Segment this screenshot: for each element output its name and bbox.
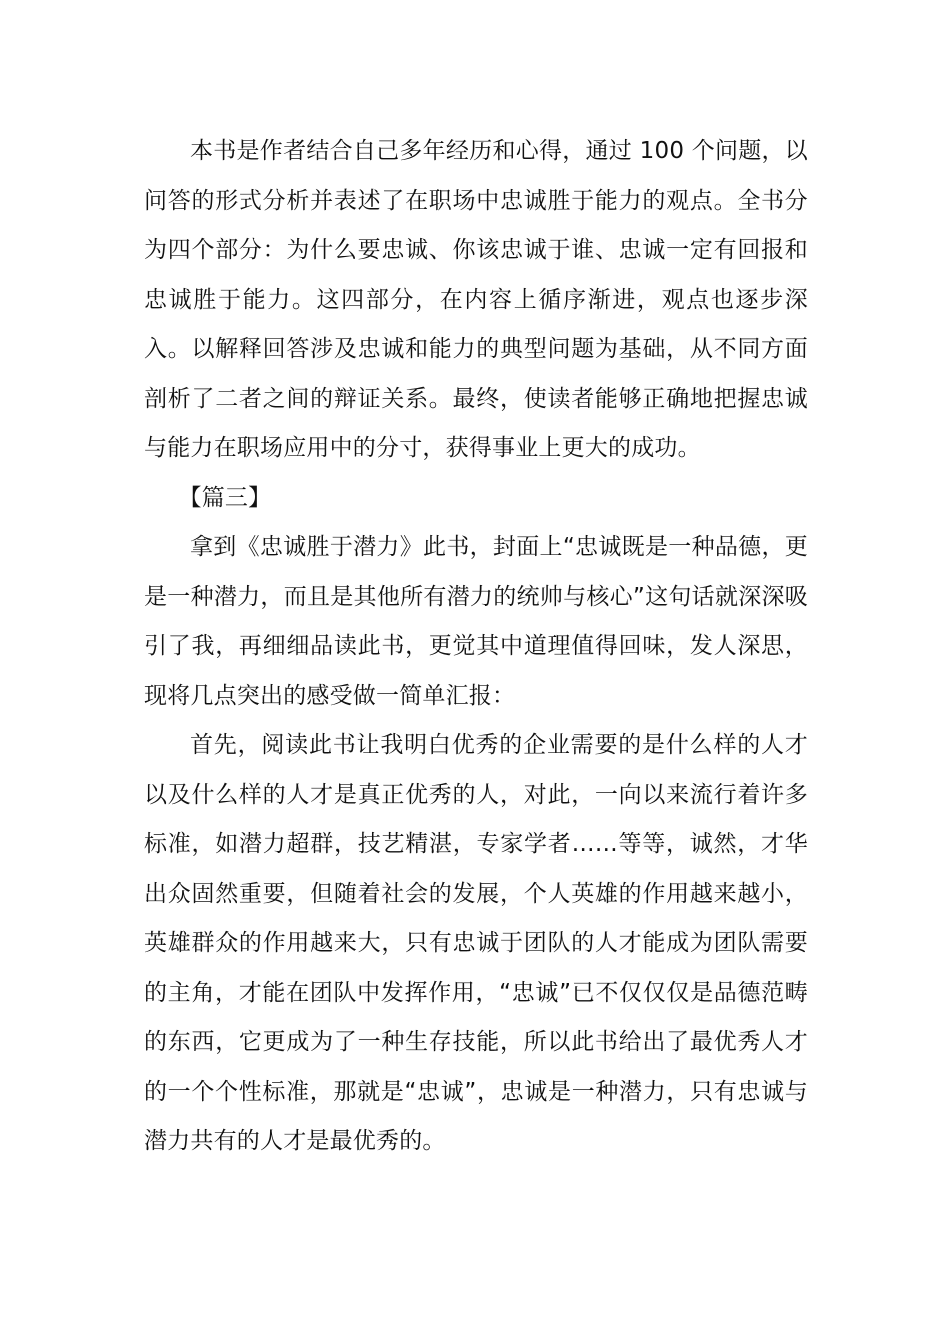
paragraph-first-point: 首先，阅读此书让我明白优秀的企业需要的是什么样的人才以及什么样的人才是真正优秀的人，对此，一向以来流行着许多标准，如潜力超群，技艺精湛，专家学者……等等，诚然，才华出众固然重要，但随着社会的发展，个人英雄的作用越来越小，英雄群众的作用越来大，只有忠诚于团队的人才能成为团队需要的主角，才能在团队中发挥作用，“忠诚”已不仅仅仅是品德范畴的东西，它更成为了一种生存技能，所以此书给出了最优秀人才的一个个性标准，那就是“忠诚”，忠诚是一种潜力，只有忠诚与潜力共有的人才是最优秀的。 [144, 732, 808, 1154]
section-heading: 【篇三】 [178, 484, 272, 511]
paragraph-first-impression: 拿到《忠诚胜于潜力》此书，封面上“忠诚既是一种品德，更是一种潜力，而且是其他所有潜力的统帅与核心”这句话就深深吸引了我，再细细品读此书，更觉其中道理值得回味，发人深思，现将几点突出的感受做一简单汇报： [144, 534, 808, 709]
paragraph-book-summary: 本书是作者结合自己多年经历和心得，通过 100 个问题，以问答的形式分析并表述了在职场中忠诚胜于能力的观点。全书分为四个部分：为什么要忠诚、你该忠诚于谁、忠诚一定有回报和忠诚胜于能力。这四部分，在内容上循序渐进，观点也逐步深入。以解释回答涉及忠诚和能力的典型问题为基础，从不同方面剖析了二者之间的辩证关系。最终，使读者能够正确地把握忠诚与能力在职场应用中的分寸，获得事业上更大的成功。 [144, 138, 808, 461]
document-body [144, 127, 808, 1167]
